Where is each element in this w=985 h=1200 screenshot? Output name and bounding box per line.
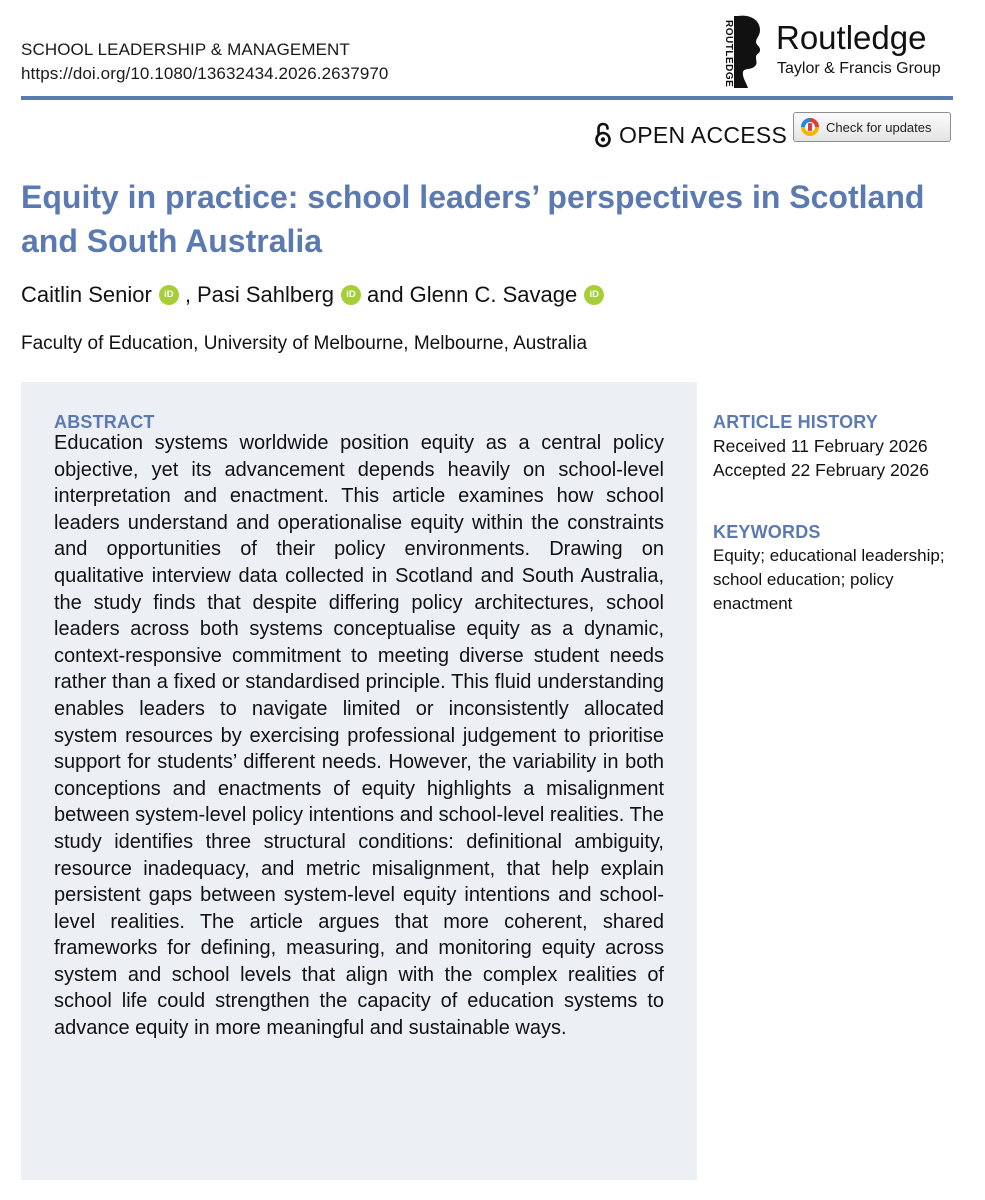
abstract-text: Education systems worldwide position equity as a central policy objective, yet its advancement depends heavily on school-level interpretation and enactment. This article examines how school leaders understand and operationalise equity within the constraints and opportunities of their policy environments. Drawing on qualitative interview data collected in Scotland and South Australia, the study finds that despite differing policy architectures, school leaders across both systems conceptualise equity as a dynamic, context-responsive commitment to meeting diverse student needs rather than a fixed or standardised principle. This fluid understanding enables leaders to navigate limited or inconsistently allocated system resources by exercising professional judgement to prioritise support for students’ different needs. However, the variability in both conceptions and enactments of equity highlights a misalignment between system-level policy intentions and school-level realities. The study identifies three structural conditions: definitional ambiguity, resource inadequacy, and metric misalignment, that help explain persistent gaps between system-level equity intentions and school-level realities. The article argues that more coherent, shared frameworks for defining, measuring, and monitoring equity across system and school levels that align with the complex realities of school life could strengthen the capacity of education systems to advance equity in more meaningful and sustainable ways. — [54, 432, 664, 1040]
publisher-group: Taylor & Francis Group — [777, 60, 941, 77]
crossmark-icon — [800, 117, 820, 137]
author-name: Pasi Sahlberg — [196, 282, 334, 307]
open-lock-icon — [594, 122, 612, 148]
author-list — [21, 280, 610, 310]
routledge-head-icon — [734, 14, 764, 88]
journal-header — [21, 38, 389, 86]
author-separator: , — [184, 282, 191, 307]
article-sidebar — [713, 410, 963, 616]
journal-name: SCHOOL LEADERSHIP & MANAGEMENT — [21, 40, 350, 59]
doi-link[interactable]: https://doi.org/10.1080/13632434.2026.2637970 — [21, 64, 389, 83]
orcid-icon[interactable]: iD — [341, 285, 361, 305]
orcid-icon[interactable]: iD — [584, 285, 604, 305]
publisher-vertical-wordmark: ROUTLEDGE — [723, 20, 734, 88]
abstract-heading: ABSTRACT — [54, 412, 155, 432]
received-date: Received 11 February 2026 — [713, 436, 928, 456]
publisher-logo — [720, 14, 960, 88]
author-name: Caitlin Senior — [21, 282, 152, 307]
keywords-list: Equity; educational leadership; school education; policy enactment — [713, 546, 945, 613]
abstract-box — [21, 382, 697, 1180]
check-for-updates-label: Check for updates — [826, 119, 932, 135]
publisher-name: Routledge — [776, 19, 927, 56]
accepted-date: Accepted 22 February 2026 — [713, 460, 929, 480]
author-name: Glenn C. Savage — [409, 282, 578, 307]
check-for-updates-button[interactable] — [793, 112, 951, 142]
article-title: Equity in practice: school leaders’ perspectives in Scotland and South Australia — [21, 179, 925, 259]
header-divider — [21, 96, 953, 100]
affiliation: Faculty of Education, University of Melbourne, Melbourne, Australia — [21, 333, 588, 354]
open-access-label — [594, 120, 787, 150]
open-access-text: OPEN ACCESS — [619, 121, 788, 148]
article-history-heading: ARTICLE HISTORY — [713, 412, 879, 432]
author-separator: and — [366, 282, 404, 307]
keywords-heading: KEYWORDS — [713, 522, 821, 542]
orcid-icon[interactable]: iD — [159, 285, 179, 305]
